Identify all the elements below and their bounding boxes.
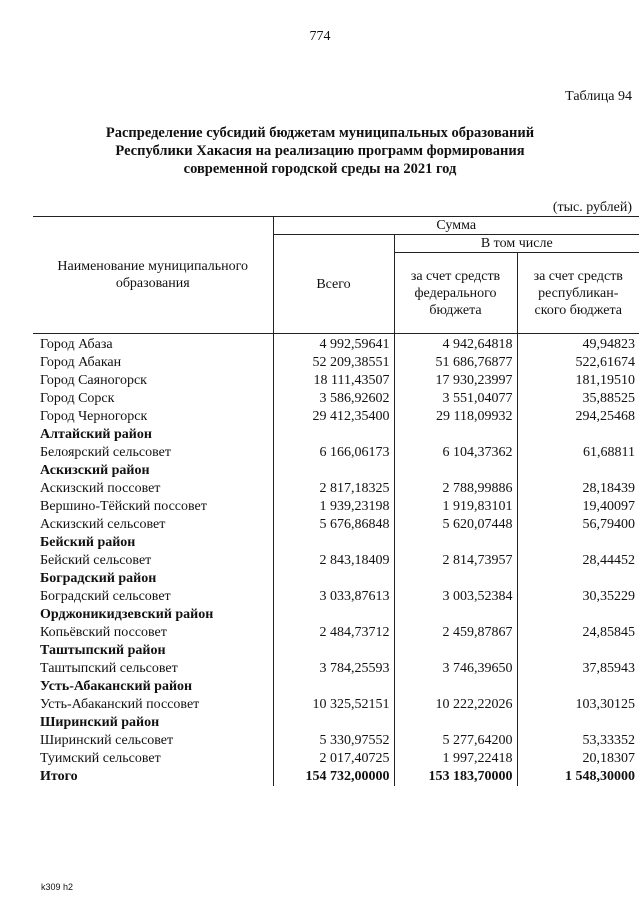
- municipality-name: Бейский сельсовет: [40, 553, 152, 568]
- header-including: В том числе: [394, 235, 639, 253]
- republic-value: 56,79400: [517, 516, 639, 534]
- grand-total-row: [33, 768, 639, 786]
- republic-value: 294,25468: [517, 408, 639, 426]
- federal-value: 3 746,39650: [394, 660, 517, 678]
- table-body: [33, 334, 639, 787]
- district-name: Таштыпский район: [40, 643, 166, 658]
- title-line: современной городской среды на 2021 год: [183, 161, 457, 177]
- republic-value: 35,88525: [517, 390, 639, 408]
- total-value: 3 784,25593: [273, 660, 394, 678]
- municipality-name: Копьёвский поссовет: [40, 625, 167, 640]
- district-header-row: [33, 714, 639, 732]
- title-line: Распределение субсидий бюджетам муниципальных образований: [105, 125, 535, 141]
- republic-value: 49,94823: [517, 334, 639, 355]
- table-row: [33, 372, 639, 390]
- total-value: 18 111,43507: [273, 372, 394, 390]
- table-row: [33, 516, 639, 534]
- table-row: [33, 696, 639, 714]
- header-name: Наименование муниципального образования: [33, 217, 273, 334]
- grand-total-federal: 153 183,70000: [394, 768, 517, 786]
- table-row: [33, 354, 639, 372]
- federal-value: 4 942,64818: [394, 334, 517, 355]
- district-header-row: [33, 570, 639, 588]
- table-row: [33, 390, 639, 408]
- republic-value: 24,85845: [517, 624, 639, 642]
- total-value: 6 166,06173: [273, 444, 394, 462]
- table-row: [33, 588, 639, 606]
- district-name: Аскизский район: [40, 463, 150, 478]
- municipality-name: Ширинский сельсовет: [40, 733, 174, 748]
- total-value: 29 412,35400: [273, 408, 394, 426]
- table-header: [33, 217, 639, 334]
- republic-value: 28,18439: [517, 480, 639, 498]
- grand-total-republic: 1 548,30000: [517, 768, 639, 786]
- federal-value: 10 222,22026: [394, 696, 517, 714]
- district-header-row: [33, 678, 639, 696]
- table-number: Таблица 94: [565, 89, 632, 104]
- federal-value: 2 459,87867: [394, 624, 517, 642]
- district-name: Ширинский район: [40, 715, 160, 730]
- title-line: Республики Хакасия на реализацию программ формирования: [115, 143, 525, 159]
- district-name: Боградский район: [40, 571, 157, 586]
- table-row: [33, 334, 639, 355]
- municipality-name: Таштыпский сельсовет: [40, 661, 178, 676]
- table-row: [33, 480, 639, 498]
- units-label: (тыс. рублей): [552, 200, 632, 215]
- municipality-name: Город Абаза: [40, 337, 113, 352]
- municipality-name: Город Саяногорск: [40, 373, 147, 388]
- grand-total-value: 154 732,00000: [273, 768, 394, 786]
- federal-value: 3 551,04077: [394, 390, 517, 408]
- document-title: [20, 124, 620, 178]
- table-row: [33, 750, 639, 768]
- municipality-name: Боградский сельсовет: [40, 589, 171, 604]
- municipality-name: Туимский сельсовет: [40, 751, 161, 766]
- federal-value: 6 104,37362: [394, 444, 517, 462]
- table-row: [33, 624, 639, 642]
- header-republic: за счет средств республикан-ского бюджета: [517, 253, 639, 334]
- federal-value: 2 788,99886: [394, 480, 517, 498]
- district-header-row: [33, 534, 639, 552]
- total-value: 10 325,52151: [273, 696, 394, 714]
- district-header-row: [33, 426, 639, 444]
- municipality-name: Город Абакан: [40, 355, 122, 370]
- republic-value: 37,85943: [517, 660, 639, 678]
- header-total: Всего: [273, 235, 394, 334]
- district-name: Алтайский район: [40, 427, 152, 442]
- subsidy-table: [33, 216, 639, 786]
- republic-value: 53,33352: [517, 732, 639, 750]
- district-name: Усть-Абаканский район: [40, 679, 193, 694]
- table-row: [33, 408, 639, 426]
- federal-value: 2 814,73957: [394, 552, 517, 570]
- footer-code: k309 h2: [41, 882, 74, 892]
- total-value: 52 209,38551: [273, 354, 394, 372]
- republic-value: 181,19510: [517, 372, 639, 390]
- total-value: 5 676,86848: [273, 516, 394, 534]
- total-value: 3 033,87613: [273, 588, 394, 606]
- federal-value: 5 277,64200: [394, 732, 517, 750]
- page-number: 774: [309, 29, 331, 44]
- header-federal: за счет средств федерального бюджета: [394, 253, 517, 334]
- municipality-name: Усть-Абаканский поссовет: [40, 697, 200, 712]
- federal-value: 17 930,23997: [394, 372, 517, 390]
- total-value: 2 017,40725: [273, 750, 394, 768]
- total-value: 2 817,18325: [273, 480, 394, 498]
- republic-value: 103,30125: [517, 696, 639, 714]
- district-header-row: [33, 606, 639, 624]
- district-header-row: [33, 642, 639, 660]
- republic-value: 28,44452: [517, 552, 639, 570]
- table-row: [33, 732, 639, 750]
- municipality-name: Вершино-Тёйский поссовет: [40, 499, 207, 514]
- republic-value: 19,40097: [517, 498, 639, 516]
- total-value: 4 992,59641: [273, 334, 394, 355]
- grand-total-label: Итого: [40, 769, 78, 784]
- federal-value: 29 118,09932: [394, 408, 517, 426]
- total-value: 2 484,73712: [273, 624, 394, 642]
- table-row: [33, 552, 639, 570]
- header-sum: Сумма: [273, 217, 639, 235]
- municipality-name: Аскизский поссовет: [40, 481, 161, 496]
- table-row: [33, 444, 639, 462]
- municipality-name: Белоярский сельсовет: [40, 445, 171, 460]
- municipality-name: Аскизский сельсовет: [40, 517, 166, 532]
- municipality-name: Город Черногорск: [40, 409, 148, 424]
- district-name: Бейский район: [40, 535, 136, 550]
- republic-value: 522,61674: [517, 354, 639, 372]
- republic-value: 30,35229: [517, 588, 639, 606]
- district-name: Орджоникидзевский район: [40, 607, 214, 622]
- federal-value: 3 003,52384: [394, 588, 517, 606]
- district-header-row: [33, 462, 639, 480]
- total-value: 1 939,23198: [273, 498, 394, 516]
- total-value: 3 586,92602: [273, 390, 394, 408]
- republic-value: 20,18307: [517, 750, 639, 768]
- table-row: [33, 498, 639, 516]
- total-value: 2 843,18409: [273, 552, 394, 570]
- republic-value: 61,68811: [517, 444, 639, 462]
- federal-value: 51 686,76877: [394, 354, 517, 372]
- total-value: 5 330,97552: [273, 732, 394, 750]
- municipality-name: Город Сорск: [40, 391, 115, 406]
- federal-value: 5 620,07448: [394, 516, 517, 534]
- table-row: [33, 660, 639, 678]
- federal-value: 1 997,22418: [394, 750, 517, 768]
- federal-value: 1 919,83101: [394, 498, 517, 516]
